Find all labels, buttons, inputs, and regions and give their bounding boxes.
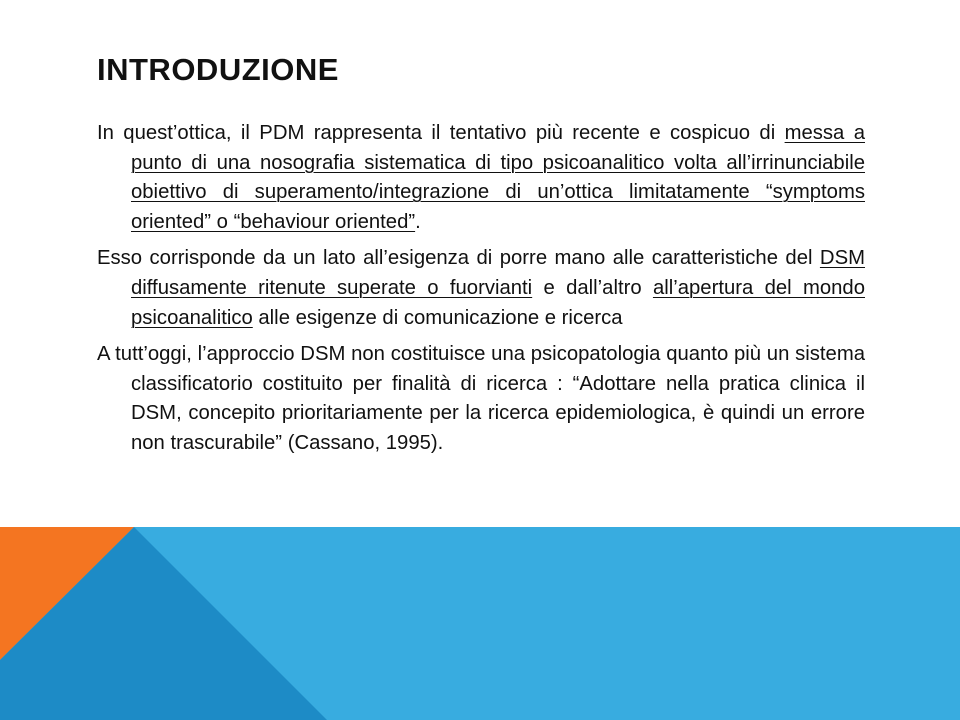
slide-title: INTRODUZIONE: [97, 52, 339, 87]
paragraph-text: Esso corrisponde da un lato all’esigenza di porre mano alle caratteristiche del: [97, 247, 820, 270]
paragraph-text: alle esigenze di comunicazione e ricerca: [252, 306, 623, 329]
paragraph: [97, 244, 865, 333]
paragraph-text: A tutt’oggi, l’approccio DSM non costituisce una psicopatologia quanto più un sistema classificatorio costituito per finalità di ricerca : “Adottare nella pratica clinica il DSM, concepito prioritariamente per la ricerca epidemiologica, è quindi un errore non trascurabile” (Cassano, 1995).: [97, 343, 865, 454]
slide-body: [97, 119, 865, 466]
underlined-text: messa a punto di una nosografia sistematica di tipo psicoanalitico volta all’irrinunciabile obiettivo di superamento/integrazione di un’ottica limitatamente “symptoms oriented” o “behaviour oriented”: [131, 122, 865, 233]
underlined-text: DSM diffusamente ritenute superate o fuorvianti: [131, 247, 865, 299]
paragraph: [97, 119, 865, 237]
paragraph-text: e dall’altro: [532, 276, 653, 299]
paragraph-text: In quest’ottica, il PDM rappresenta il tentativo più recente e cospicuo di: [97, 122, 785, 144]
underlined-text: all’apertura del mondo psicoanalitico: [131, 276, 865, 329]
paragraph: [97, 340, 865, 458]
paragraph-text: .: [415, 210, 421, 233]
